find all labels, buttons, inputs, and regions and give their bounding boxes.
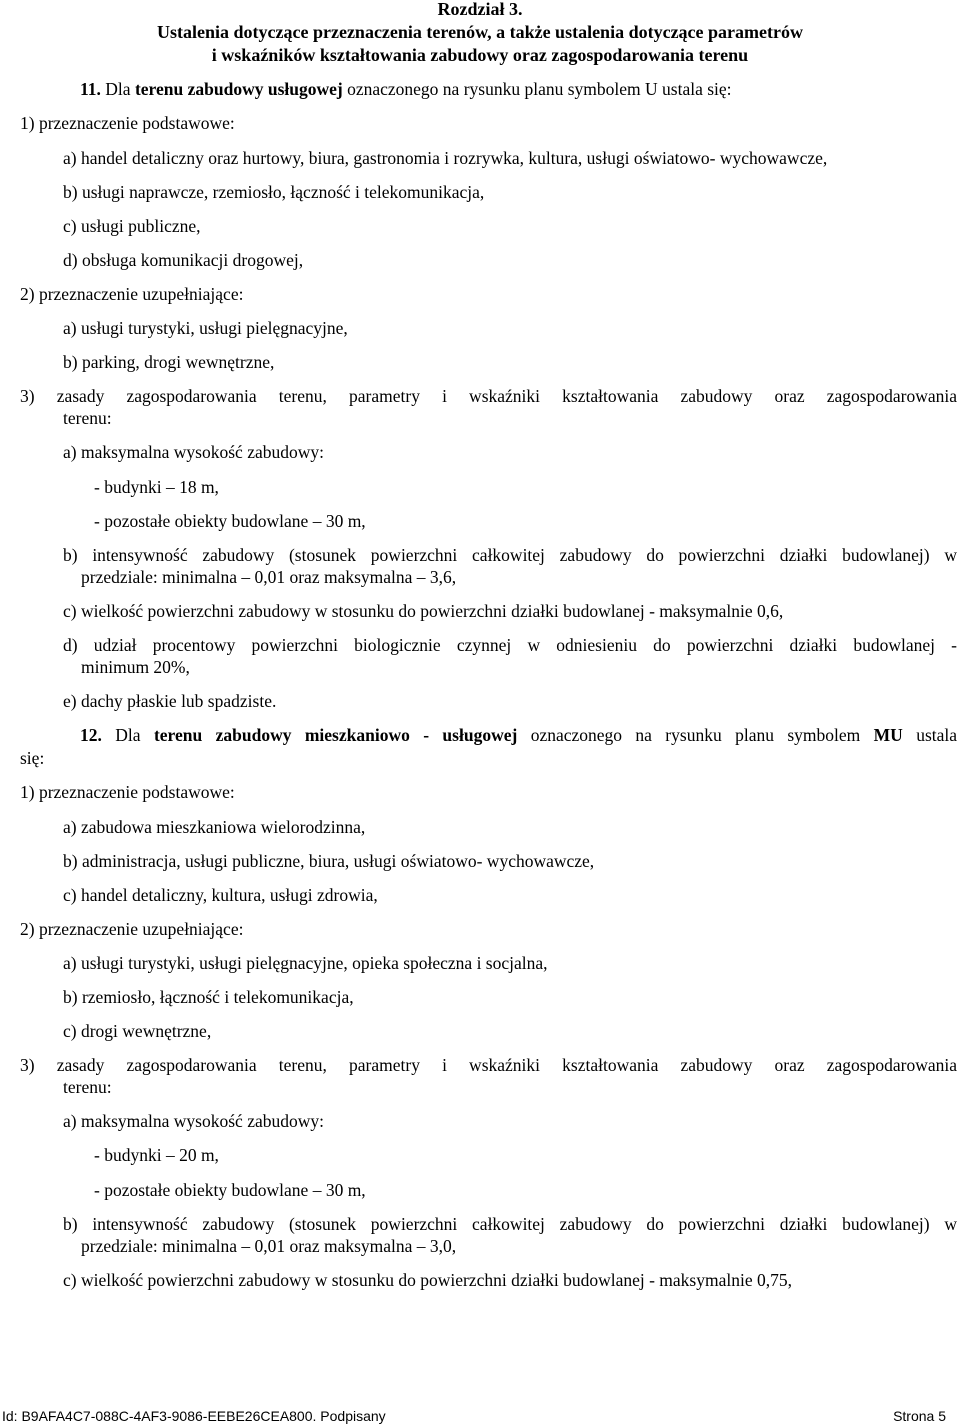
- list-item: c) usługi publiczne,: [63, 216, 201, 236]
- list-item-continuation: terenu:: [63, 408, 112, 428]
- list-item: 1) przeznaczenie podstawowe:: [20, 782, 235, 802]
- list-item: b) administracja, usługi publiczne, biura, usługi oświatowo- wychowawcze,: [63, 851, 595, 871]
- list-item: 1) przeznaczenie podstawowe:: [20, 113, 235, 133]
- list-item: d) obsługa komunikacji drogowej,: [63, 250, 304, 270]
- section-number: 11.: [80, 79, 101, 99]
- chapter-heading: Rozdział 3.: [437, 0, 523, 19]
- list-item: - budynki – 18 m,: [94, 477, 219, 497]
- document-id-footer: Id: B9AFA4C7-088C-4AF3-9086-EEBE26CEA800. Podpisany: [2, 1408, 386, 1424]
- list-item: - pozostałe obiekty budowlane – 30 m,: [94, 511, 366, 531]
- list-item: a) handel detaliczny oraz hurtowy, biura, gastronomia i rozrywka, kultura, usługi oświatowo- wychowawcze,: [63, 148, 828, 168]
- list-item: c) wielkość powierzchni zabudowy w stosunku do powierzchni działki budowlanej - maksymalnie 0,6,: [63, 601, 784, 621]
- list-item: c) handel detaliczny, kultura, usługi zdrowia,: [63, 885, 378, 905]
- list-item-continuation: terenu:: [63, 1077, 112, 1097]
- list-item: a) maksymalna wysokość zabudowy:: [63, 442, 324, 462]
- list-item-continuation: przedziale: minimalna – 0,01 oraz maksymalna – 3,0,: [81, 1236, 457, 1256]
- list-item: a) usługi turystyki, usługi pielęgnacyjne, opieka społeczna i socjalna,: [63, 953, 548, 973]
- zone-name: terenu zabudowy usługowej: [134, 79, 343, 99]
- list-item: 3) zasady zagospodarowania terenu, parametry i wskaźniki kształtowania zabudowy oraz zagospodarowania: [20, 386, 957, 406]
- list-item: e) dachy płaskie lub spadziste.: [63, 691, 277, 711]
- list-item: 3) zasady zagospodarowania terenu, parametry i wskaźniki kształtowania zabudowy oraz zagospodarowania: [20, 1055, 957, 1075]
- list-item: c) drogi wewnętrzne,: [63, 1021, 212, 1041]
- page-number: Strona 5: [893, 1408, 946, 1424]
- list-item: d) udział procentowy powierzchni biologicznie czynnej w odniesieniu do powierzchni działki budowlanej -: [63, 635, 957, 655]
- section-12-intro-continuation: się:: [20, 748, 45, 768]
- list-item: b) usługi naprawcze, rzemiosło, łączność i telekomunikacja,: [63, 182, 485, 202]
- list-item: 2) przeznaczenie uzupełniające:: [20, 919, 244, 939]
- list-item: a) maksymalna wysokość zabudowy:: [63, 1111, 324, 1131]
- chapter-title-line-1: Ustalenia dotyczące przeznaczenia terenów, a także ustalenia dotyczące parametrów: [157, 22, 803, 42]
- list-item: b) intensywność zabudowy (stosunek powierzchni całkowitej zabudowy do powierzchni działki budowlanej) w: [63, 545, 957, 565]
- chapter-title-line-2: i wskaźników kształtowania zabudowy oraz zagospodarowania terenu: [211, 45, 749, 65]
- section-11-intro: 11. Dla terenu zabudowy usługowej oznaczonego na rysunku planu symbolem U ustala się:: [80, 79, 732, 99]
- list-item: 2) przeznaczenie uzupełniające:: [20, 284, 244, 304]
- list-item: b) rzemiosło, łączność i telekomunikacja,: [63, 987, 354, 1007]
- section-12-intro: 12. Dla terenu zabudowy mieszkaniowo - usługowej oznaczonego na rysunku planu symbolem MU ustala: [80, 725, 958, 745]
- list-item: a) usługi turystyki, usługi pielęgnacyjne,: [63, 318, 348, 338]
- section-number: 12.: [80, 725, 102, 745]
- list-item: - pozostałe obiekty budowlane – 30 m,: [94, 1180, 366, 1200]
- list-item: b) intensywność zabudowy (stosunek powierzchni całkowitej zabudowy do powierzchni działki budowlanej) w: [63, 1214, 957, 1234]
- list-item: - budynki – 20 m,: [94, 1145, 219, 1165]
- zone-name: terenu zabudowy mieszkaniowo - usługowej: [153, 725, 518, 745]
- list-item: b) parking, drogi wewnętrzne,: [63, 352, 275, 372]
- zone-symbol: MU: [873, 725, 903, 745]
- list-item-continuation: przedziale: minimalna – 0,01 oraz maksymalna – 3,6,: [81, 567, 457, 587]
- list-item: c) wielkość powierzchni zabudowy w stosunku do powierzchni działki budowlanej - maksymalnie 0,75,: [63, 1270, 792, 1290]
- list-item: a) zabudowa mieszkaniowa wielorodzinna,: [63, 817, 366, 837]
- list-item-continuation: minimum 20%,: [81, 657, 190, 677]
